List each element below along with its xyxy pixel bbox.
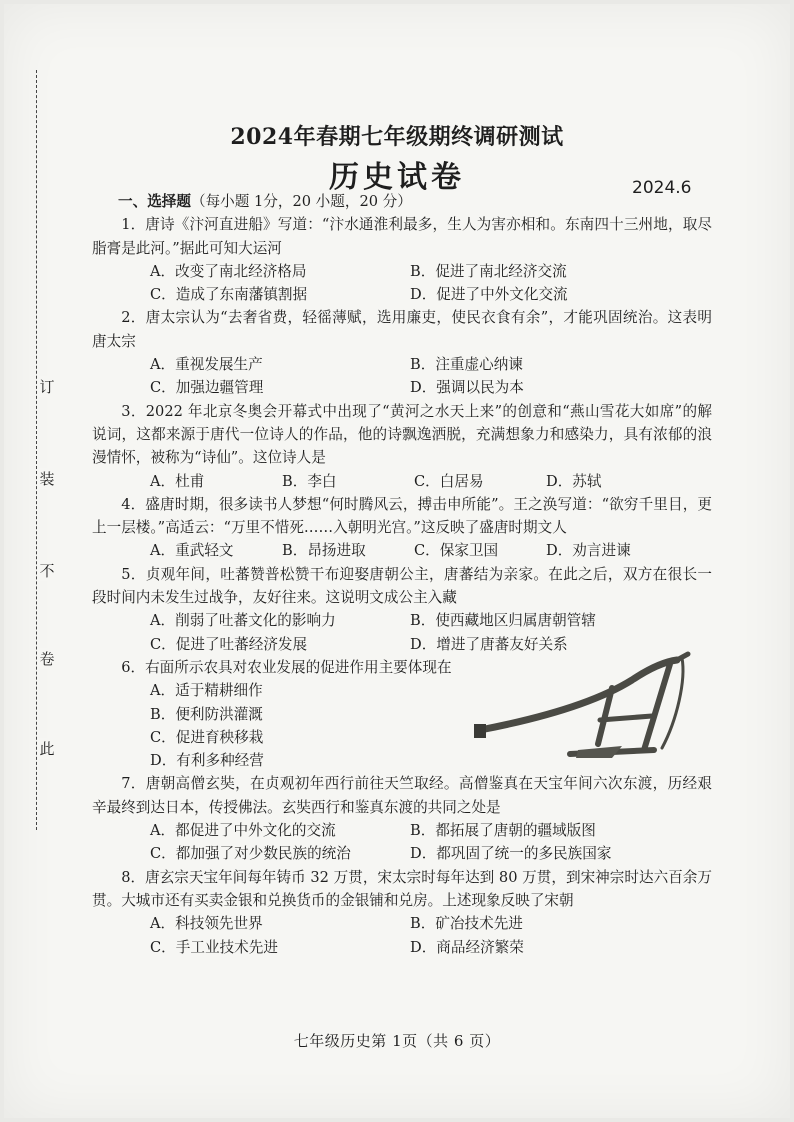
question-stem: 2．唐太宗认为“去奢省费，轻徭薄赋，选用廉吏，使民衣食有余”，才能巩固统治。这表明唐太宗 <box>92 309 712 350</box>
binding-mark: 不 <box>39 562 55 580</box>
option: B．促进了南北经济交流 <box>410 262 567 280</box>
option: A．都促进了中外文化的交流 <box>150 822 336 840</box>
option: D．强调以民为本 <box>410 379 524 397</box>
option: A．科技领先世界 <box>150 915 263 933</box>
option: B．使西藏地区归属唐朝管辖 <box>410 612 596 630</box>
question-stem: 4．盛唐时期，很多读书人梦想“何时腾风云，搏击申所能”。王之涣写道：“欲穷千里目，更上一层楼。”高适云：“万里不惜死……入朝明光宫。”这反映了盛唐时期文人 <box>92 495 712 537</box>
question-options <box>92 470 712 493</box>
option: C．加强边疆管理 <box>150 379 264 397</box>
question-options <box>92 819 712 866</box>
question-options <box>92 609 712 656</box>
option: A．削弱了吐蕃文化的影响力 <box>150 612 336 630</box>
page-footer: 七年级历史第 1页（共 6 页） <box>293 1032 501 1050</box>
question-stem: 7．唐朝高僧玄奘，在贞观初年西行前往天竺取经。高僧鉴真在天宝年间六次东渡，历经艰辛最终到达日本，传授佛法。玄奘西行和鉴真东渡的共同之处是 <box>92 775 712 816</box>
question-stem: 1．唐诗《汴河直进船》写道：“汴水通淮利最多，生人为害亦相和。东南四十三州地，取尽脂膏是此河。”据此可知大运河 <box>92 216 712 257</box>
quyuan-plow-icon <box>472 650 720 762</box>
exam-date: 2024.6 <box>632 178 692 198</box>
section-title: 一、选择题 <box>118 193 191 210</box>
option: D．苏轼 <box>546 472 602 490</box>
option: C．造成了东南藩镇割据 <box>150 286 308 304</box>
question-stem: 6．右面所示农具对农业发展的促进作用主要体现在 <box>121 658 452 676</box>
option: B．便利防洪灌溉 <box>150 705 263 723</box>
option: D．促进了中外文化交流 <box>410 286 568 304</box>
option: A．重武轻文 <box>150 542 234 560</box>
option: D．有利多种经营 <box>150 752 264 770</box>
binding-mark: 装 <box>39 470 55 488</box>
option: B．都拓展了唐朝的疆域版图 <box>410 822 596 840</box>
option: D．商品经济繁荣 <box>410 938 524 956</box>
option: D．增进了唐蕃友好关系 <box>410 635 568 653</box>
exam-title: 2024年春期七年级期终调研测试 <box>230 124 564 150</box>
option: B．注重虚心纳谏 <box>410 356 523 374</box>
binding-mark: 此 <box>39 740 55 758</box>
question-stem: 8．唐玄宗天宝年间每年铸币 32 万贯，宋太宗时每年达到 80 万贯，到宋神宗时达六百余万贯。大城市还有买卖金银和兑换货币的金银铺和兑房。上述现象反映了宋朝 <box>92 868 712 909</box>
option: C．白居易 <box>414 472 484 490</box>
question-area <box>92 190 712 959</box>
option: B．矿冶技术先进 <box>410 915 523 933</box>
question-with-image <box>92 656 712 772</box>
option: D．都巩固了统一的多民族国家 <box>410 845 612 863</box>
option: B．昂扬进取 <box>282 542 366 560</box>
option: A．杜甫 <box>150 472 205 490</box>
option: A．适于精耕细作 <box>150 682 263 700</box>
binding-mark: 订 <box>39 378 55 396</box>
section-note: （每小题 1分，20 小题，20 分） <box>190 193 412 210</box>
exam-subject-title: 历史试卷 <box>329 160 465 195</box>
question-stem: 5．贞观年间，吐蕃赞普松赞干布迎娶唐朝公主，唐蕃结为亲家。在此之后，双方在很长一段时间内未发生过战争，友好往来。这说明文成公主入藏 <box>92 565 712 607</box>
option: A．改变了南北经济格局 <box>150 262 307 280</box>
option: C．保家卫国 <box>414 542 499 560</box>
question-options <box>92 912 712 959</box>
option: D．劝言进谏 <box>546 542 631 560</box>
option: B．李白 <box>282 472 337 490</box>
binding-mark: 卷 <box>39 650 55 668</box>
question-stem: 3．2022 年北京冬奥会开幕式中出现了“黄河之水天上来”的创意和“燕山雪花大如席”的解说词，这都来源于唐代一位诗人的作品，他的诗飘逸洒脱，充满想象力和感染力，具有浓郁的浪漫情怀，被称为“诗仙”。这位诗人是 <box>92 402 712 467</box>
option: C．促进了吐蕃经济发展 <box>150 635 308 653</box>
question-options <box>92 353 712 400</box>
option: C．都加强了对少数民族的统治 <box>150 845 351 863</box>
question-options <box>92 539 712 562</box>
option: C．促进育秧移栽 <box>150 728 264 746</box>
section-heading <box>92 190 712 213</box>
option: A．重视发展生产 <box>150 356 263 374</box>
option: C．手工业技术先进 <box>150 938 278 956</box>
question-options <box>92 260 712 307</box>
